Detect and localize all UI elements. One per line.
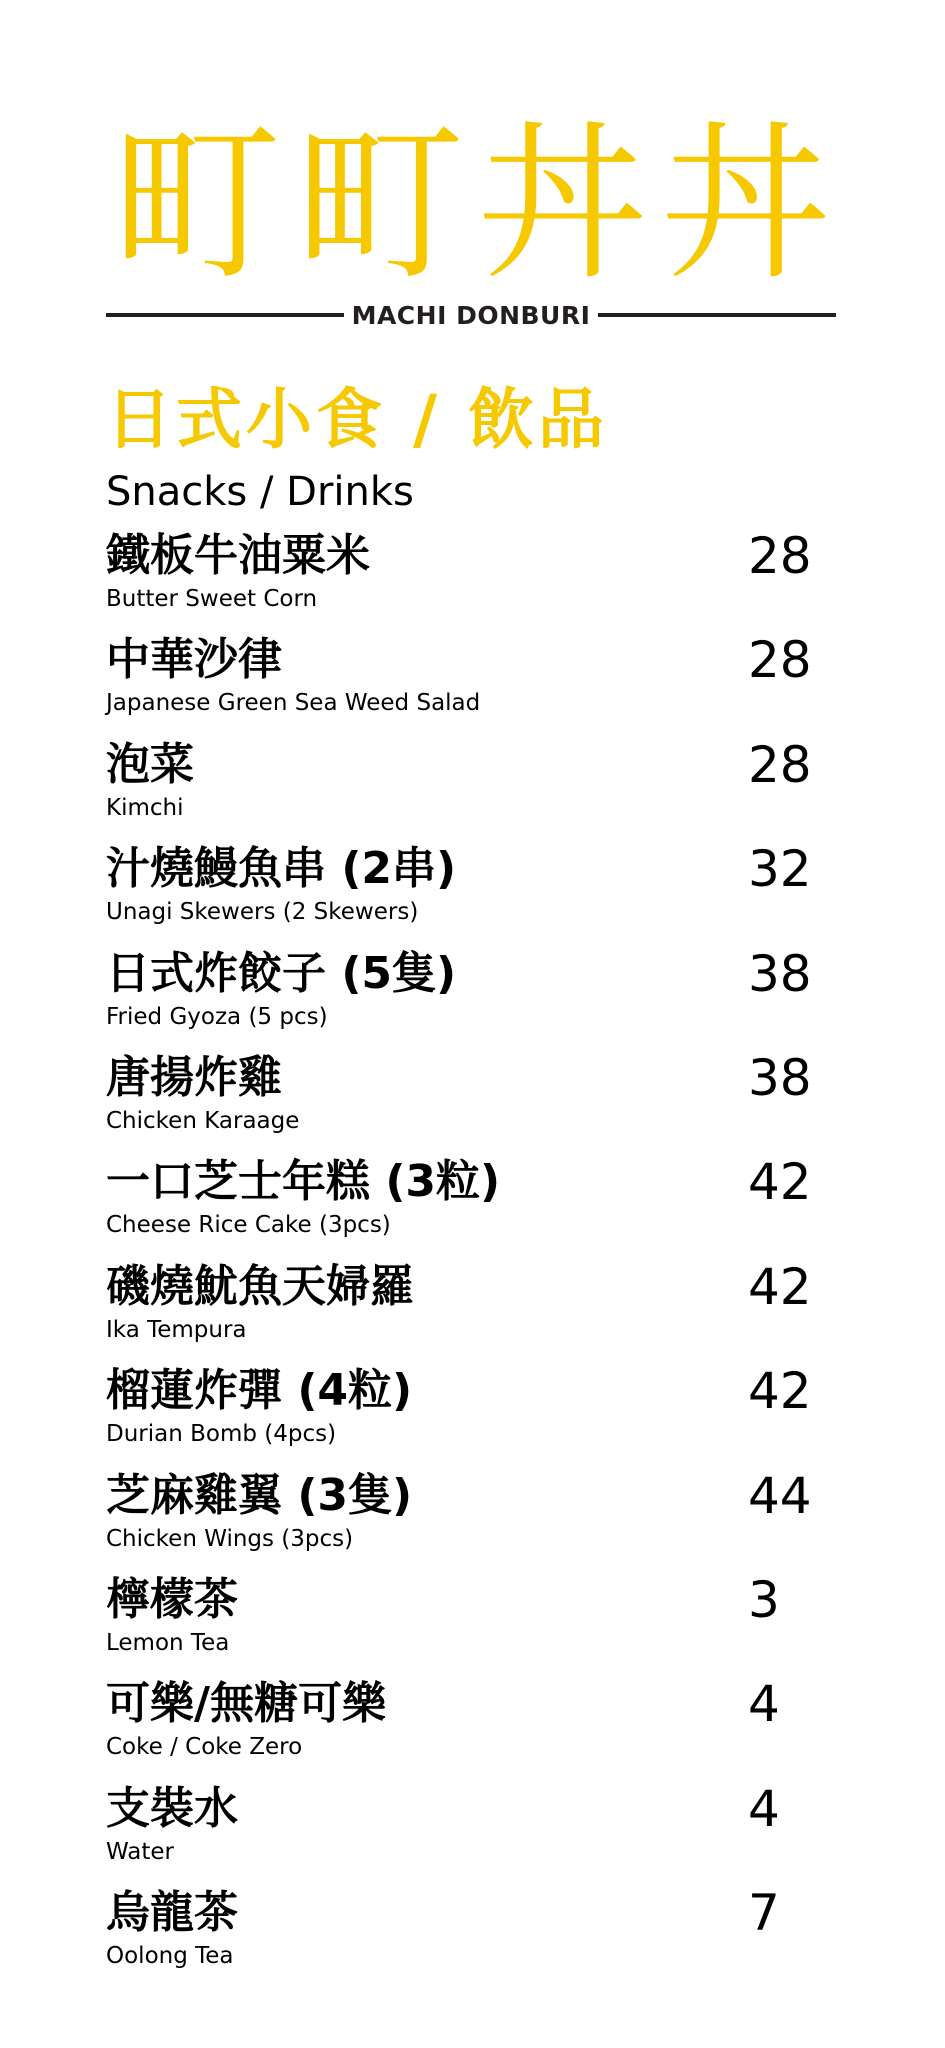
menu-item	[106, 628, 826, 732]
menu-item-name-en: Kimchi	[106, 794, 184, 821]
logo-char: 丼	[477, 106, 648, 304]
menu-item	[106, 1464, 826, 1568]
menu-item-price: 28	[748, 631, 812, 690]
menu-item	[106, 1150, 826, 1254]
menu-item-name-en: Chicken Karaage	[106, 1107, 300, 1134]
logo	[106, 106, 836, 304]
menu-item-price: 32	[748, 840, 812, 899]
menu-item-name-zh: 鐵板牛油粟米	[106, 530, 370, 581]
menu-item-name-en: Durian Bomb (4pcs)	[106, 1421, 337, 1448]
menu-list	[106, 524, 826, 1985]
menu-item-name-zh: 一口芝士年糕 (3粒)	[106, 1156, 501, 1208]
menu-item	[106, 1046, 826, 1150]
menu-item-name-en: Japanese Green Sea Weed Salad	[106, 690, 481, 717]
logo-char: 丼	[660, 106, 831, 304]
menu-item-name-en: Lemon Tea	[106, 1629, 230, 1656]
menu-item-name-en: Cheese Rice Cake (3pcs)	[106, 1212, 391, 1239]
menu-item-price: 42	[748, 1362, 812, 1421]
menu-item	[106, 837, 826, 941]
menu-item-name-zh: 汁燒鰻魚串 (2串)	[106, 843, 457, 895]
brand-rule	[106, 300, 836, 330]
menu-item-name-en: Water	[106, 1838, 174, 1865]
menu-item-name-en: Fried Gyoza (5 pcs)	[106, 1003, 328, 1030]
menu-item	[106, 1255, 826, 1359]
section-title-zh: 日式小食 / 飲品	[106, 381, 609, 458]
logo-char: 町	[294, 106, 465, 304]
menu-item-price: 3	[748, 1570, 780, 1629]
menu-item-price: 4	[748, 1675, 780, 1734]
menu-item-name-en: Coke / Coke Zero	[106, 1734, 303, 1761]
menu-item	[106, 524, 826, 628]
menu-item	[106, 1568, 826, 1672]
menu-item-name-zh: 烏龍茶	[106, 1887, 238, 1939]
menu-item-price: 38	[748, 944, 812, 1003]
menu-item-price: 44	[748, 1466, 812, 1525]
brand-name: MACHI DONBURI	[351, 300, 591, 330]
menu-item-name-zh: 中華沙律	[106, 634, 282, 686]
divider-right	[598, 313, 836, 317]
menu-item-name-zh: 磯燒魷魚天婦羅	[106, 1260, 414, 1312]
menu-item	[106, 1881, 826, 1985]
menu-item-name-zh: 可樂/無糖可樂	[106, 1678, 387, 1730]
menu-item-name-en: Ika Tempura	[106, 1316, 247, 1343]
menu-item-name-en: Chicken Wings (3pcs)	[106, 1525, 354, 1552]
menu-item	[106, 733, 826, 837]
menu-item-price: 7	[748, 1884, 780, 1943]
section-title-en: Snacks / Drinks	[106, 469, 414, 515]
menu-item	[106, 942, 826, 1046]
menu-item-price: 28	[748, 735, 812, 794]
menu-item-price: 42	[748, 1257, 812, 1316]
menu-item-name-zh: 日式炸餃子 (5隻)	[106, 947, 457, 999]
menu-item-name-en: Oolong Tea	[106, 1943, 234, 1970]
menu-item-price: 28	[748, 527, 812, 585]
menu-item-price: 4	[748, 1779, 780, 1838]
menu-item-name-zh: 榴蓮炸彈 (4粒)	[106, 1365, 413, 1417]
menu-item-name-zh: 支裝水	[106, 1782, 238, 1834]
menu-item	[106, 1777, 826, 1881]
menu-item	[106, 1359, 826, 1463]
menu-item-name-zh: 芝麻雞翼 (3隻)	[106, 1469, 413, 1521]
menu-item-price: 38	[748, 1048, 812, 1107]
menu-item-price: 42	[748, 1153, 812, 1212]
logo-char: 町	[110, 106, 281, 304]
menu-item-name-en: Butter Sweet Corn	[106, 586, 318, 612]
divider-left	[106, 313, 344, 317]
menu-item-name-zh: 泡菜	[106, 738, 194, 790]
menu-item-name-zh: 唐揚炸雞	[106, 1051, 282, 1103]
menu-item	[106, 1672, 826, 1776]
menu-item-name-en: Unagi Skewers (2 Skewers)	[106, 899, 419, 926]
menu-item-name-zh: 檸檬茶	[106, 1573, 238, 1625]
